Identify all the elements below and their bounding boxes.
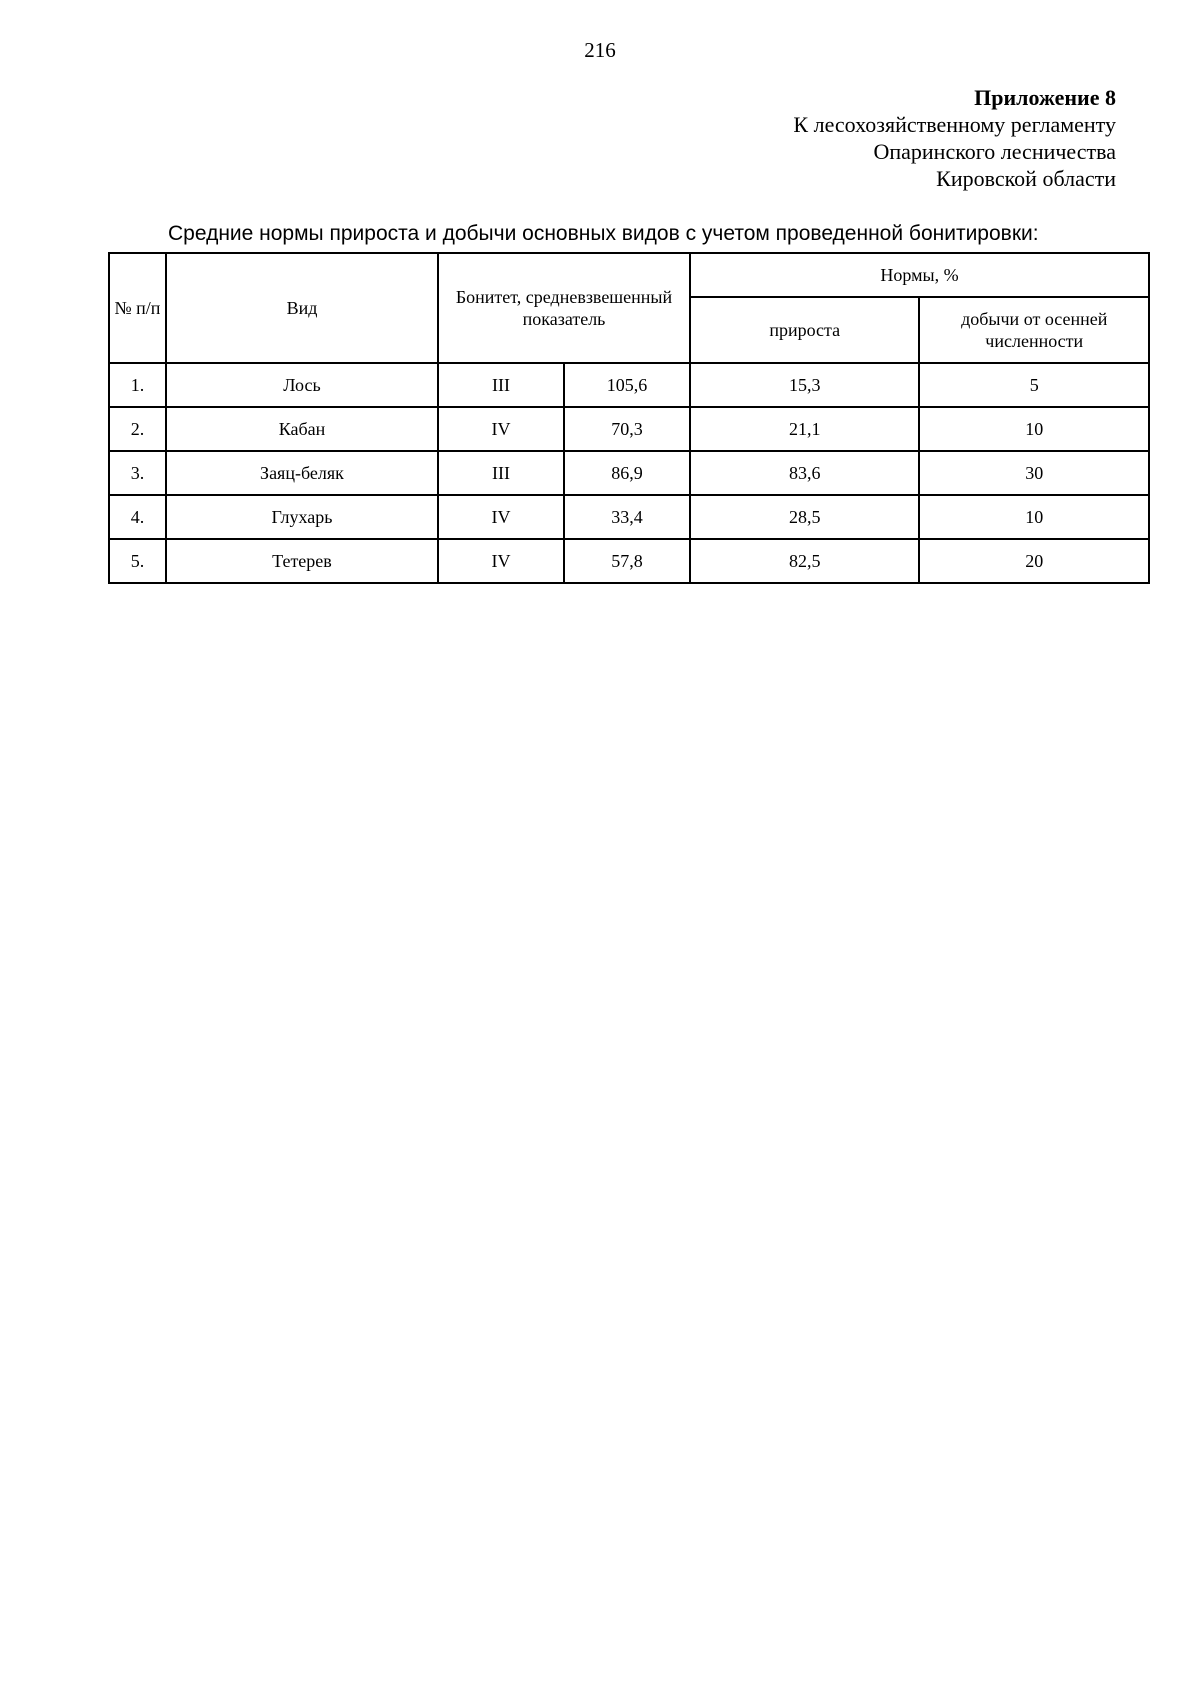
header-gain: прироста bbox=[690, 297, 920, 363]
table-row bbox=[109, 539, 1149, 583]
cell-gain: 82,5 bbox=[690, 539, 920, 583]
cell-index: 33,4 bbox=[564, 495, 690, 539]
header-norms: Нормы, % bbox=[690, 253, 1149, 297]
appendix-line-1: К лесохозяйственному регламенту bbox=[793, 112, 1116, 137]
appendix-line-2: Опаринского лесничества bbox=[873, 139, 1116, 164]
cell-harvest: 5 bbox=[919, 363, 1149, 407]
cell-gain: 83,6 bbox=[690, 451, 920, 495]
cell-gain: 15,3 bbox=[690, 363, 920, 407]
cell-class: IV bbox=[438, 539, 564, 583]
cell-harvest: 20 bbox=[919, 539, 1149, 583]
table-row bbox=[109, 451, 1149, 495]
table-row bbox=[109, 407, 1149, 451]
appendix-title: Приложение 8 bbox=[974, 85, 1116, 110]
table-row bbox=[109, 363, 1149, 407]
cell-num: 2. bbox=[109, 407, 166, 451]
page-number: 216 bbox=[584, 38, 616, 62]
cell-class: IV bbox=[438, 495, 564, 539]
cell-species: Тетерев bbox=[166, 539, 438, 583]
cell-species: Глухарь bbox=[166, 495, 438, 539]
header-num: № п/п bbox=[109, 253, 166, 363]
cell-num: 3. bbox=[109, 451, 166, 495]
cell-index: 70,3 bbox=[564, 407, 690, 451]
cell-class: III bbox=[438, 363, 564, 407]
cell-class: III bbox=[438, 451, 564, 495]
header-harvest: добычи от осенней численности bbox=[919, 297, 1149, 363]
table-row bbox=[109, 495, 1149, 539]
cell-species: Заяц-беляк bbox=[166, 451, 438, 495]
cell-harvest: 30 bbox=[919, 451, 1149, 495]
norms-table bbox=[108, 252, 1150, 584]
cell-index: 105,6 bbox=[564, 363, 690, 407]
cell-harvest: 10 bbox=[919, 407, 1149, 451]
cell-gain: 28,5 bbox=[690, 495, 920, 539]
header-species: Вид bbox=[166, 253, 438, 363]
cell-num: 4. bbox=[109, 495, 166, 539]
cell-gain: 21,1 bbox=[690, 407, 920, 451]
cell-class: IV bbox=[438, 407, 564, 451]
cell-num: 5. bbox=[109, 539, 166, 583]
cell-harvest: 10 bbox=[919, 495, 1149, 539]
cell-num: 1. bbox=[109, 363, 166, 407]
cell-index: 86,9 bbox=[564, 451, 690, 495]
appendix-line-3: Кировской области bbox=[936, 166, 1116, 191]
cell-species: Кабан bbox=[166, 407, 438, 451]
header-bonitet: Бонитет, средневзвешенный показатель bbox=[438, 253, 690, 363]
cell-species: Лось bbox=[166, 363, 438, 407]
cell-index: 57,8 bbox=[564, 539, 690, 583]
appendix-block bbox=[793, 84, 1116, 192]
table-caption: Средние нормы прироста и добычи основных видов с учетом проведенной бонитировки: bbox=[168, 222, 1039, 245]
